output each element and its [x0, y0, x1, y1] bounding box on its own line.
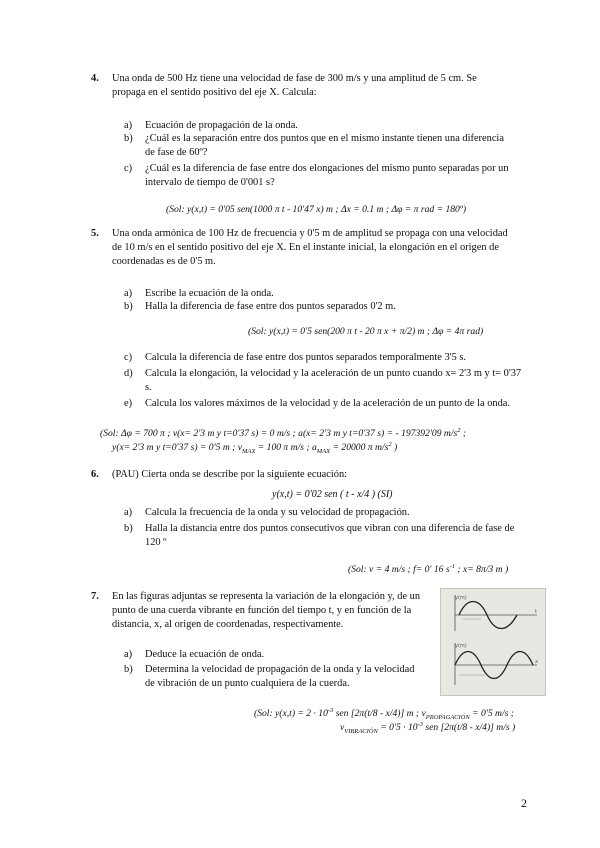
problem-7-item-text: Determina la velocidad de propagación de la onda y la velocidad de vibración de un punto cualquiera de la cuerda.	[145, 664, 415, 689]
problem-5-solution-2-line-2: y(x= 2'3 m y t=0'37 s) = 0'5 m ; $v_{MAX} = 100$ π m/s ; $a_{MAX} = 20000$ π $m/s^2$ )	[112, 440, 398, 455]
time-graph	[455, 595, 537, 631]
problem-5-item-text: Calcula la diferencia de fase entre dos puntos separados temporalmente 3'5 s.	[145, 352, 466, 363]
problem-5-item-text: Escribe la ecuación de la onda.	[145, 288, 274, 299]
problem-5-intro: Una onda armónica de 100 Hz de frecuencia y 0'5 m de amplitud se propaga con una velocidad de 10 m/s en el sentido positivo del eje X. En el instante inicial, la elongación en el origen de coordenadas es de 0'5 m.	[112, 228, 508, 267]
time-graph-x-label: t	[535, 609, 537, 615]
problem-7-item-label: b)	[124, 664, 133, 675]
problem-4-item-label: a)	[124, 120, 133, 131]
problem-5-item-label: a)	[124, 288, 133, 299]
problem-5-item-label: d)	[124, 368, 133, 379]
distance-graph-x-label: x	[535, 659, 538, 665]
time-graph-y-label: y(m)	[455, 595, 467, 601]
problem-4-number: 4.	[91, 73, 99, 84]
distance-graph-y-label: y(m)	[455, 643, 467, 649]
problem-6-intro: (PAU) Cierta onda se describe por la siguiente ecuación:	[112, 469, 348, 480]
distance-graph	[455, 643, 538, 685]
problem-5-solution-2-line-1: (Sol: Δφ = 700 π ; v(x= 2'3 m y t=0'37 s) = 0 m/s ; a(x= 2'3 m y t=0'37 s) = - 197392'09 $m/s^2$ ;	[100, 426, 467, 439]
problem-4-solution: (Sol: y(x,t) = 0'05 sen(1000 π t - 10'47 x) m ; Δx = 0.1 m ; Δφ = π rad = 180º)	[166, 204, 467, 215]
problem-5-solution-1: (Sol: y(x,t) = 0'5 sen(200 π t - 20 π x + π/2) m ; Δφ = 4π rad)	[248, 326, 484, 337]
problem-7-item-label: a)	[124, 649, 133, 660]
problem-6-item-text: Halla la distancia entre dos puntos consecutivos que vibran con una diferencia de fase de 120 º	[145, 523, 515, 548]
problem-7-solution-line-2: $v_{VIBRACIÓN} = 0'5 \cdot 10^{-3}$ sen [2π(t/8 - x/4)] m/s )	[340, 720, 516, 735]
wave-figure	[440, 588, 546, 696]
problem-5-item-label: e)	[124, 398, 133, 409]
problem-5-item-text: Halla la diferencia de fase entre dos puntos separados 0'2 m.	[145, 301, 396, 312]
problem-5-item-label: b)	[124, 301, 133, 312]
page-number: 2	[521, 796, 527, 810]
problem-4-item-label: c)	[124, 163, 133, 174]
problem-5-item-label: c)	[124, 352, 133, 363]
problem-4-item-text: Ecuación de propagación de la onda.	[145, 120, 298, 131]
problem-5-item-text: Calcula los valores máximos de la velocidad y de la aceleración de un punto de la onda.	[145, 398, 510, 409]
problem-4-item-label: b)	[124, 133, 133, 144]
problem-6-number: 6.	[91, 469, 99, 480]
problem-4-item-text: ¿Cuál es la separación entre dos puntos que en el mismo instante tienen una diferencia de fase de 60º?	[145, 133, 504, 158]
problem-4-intro: Una onda de 500 Hz tiene una velocidad de fase de 300 m/s y una amplitud de 5 cm. Se propaga en el sentido positivo del eje X. Calcula:	[112, 73, 477, 98]
problem-6-solution: (Sol: v = 4 m/s ; f= 0' 16 $s^{-1}$ ; x= 8π/3 m )	[348, 562, 509, 575]
problem-6-item-label: b)	[124, 523, 133, 534]
problem-7-number: 7.	[91, 591, 99, 602]
problem-7-intro: En las figuras adjuntas se representa la variación de la elongación y, de un punto de una cuerda vibrante en función del tiempo t, y en función de la distancia, x, al origen de coordenadas, respectivamente.	[112, 591, 421, 630]
problem-6-equation: y(x,t) = 0'02 sen ( t - x/4 ) (SI)	[272, 489, 393, 500]
problem-6-item-label: a)	[124, 507, 133, 518]
problem-7-item-text: Deduce la ecuación de onda.	[145, 649, 265, 660]
problem-4-item-text: ¿Cuál es la diferencia de fase entre dos elongaciones del mismo punto separadas por un intervalo de tiempo de 0'001 s?	[145, 163, 509, 188]
problem-6-item-text: Calcula la frecuencia de la onda y su velocidad de propagación.	[145, 507, 410, 518]
problem-5-number: 5.	[91, 228, 99, 239]
wave-graphs	[441, 589, 545, 695]
problem-5-item-text: Calcula la elongación, la velocidad y la aceleración de un punto cuando x= 2'3 m y t= 0'37 s.	[145, 368, 522, 393]
problem-7-solution-line-1: (Sol: $y(x,t) = 2 \cdot 10^{-3}$ sen [2π(t/8 - x/4)] m ; $v_{PROPAGACIÓN} = 0'5$ m/s ;	[254, 706, 514, 721]
